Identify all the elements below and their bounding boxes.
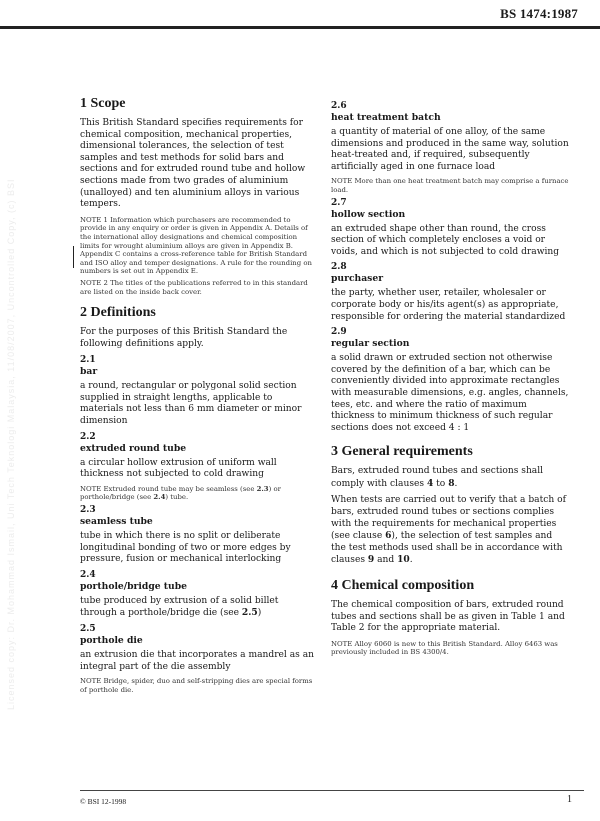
general-requirements-heading: 3 General requirements	[331, 444, 473, 460]
definitions-heading: 2 Definitions	[80, 305, 156, 321]
chemical-composition-section	[331, 578, 569, 657]
term-note: NOTE Extruded round tube may be seamless (see 2.3) or porthole/bridge (see 2.4) tube.	[80, 484, 281, 502]
general-requirements-p1: Bars, extruded round tubes and sections shall comply with clauses 4 to 8.	[331, 466, 544, 489]
definition-2-3	[80, 505, 318, 566]
page-number: 1	[567, 794, 572, 805]
term-number: 2.1	[80, 355, 96, 366]
term-name: porthole/bridge tube	[80, 580, 187, 592]
clause-reference[interactable]: 9	[367, 554, 375, 566]
copyright-notice: © BSI 12-1998	[80, 797, 127, 806]
term-definition: tube in which there is no split or deliberate longitudinal bonding of two or more edges by pressure, fusion or mechanical interlocking	[80, 531, 291, 565]
clause-reference[interactable]: 8	[448, 477, 455, 489]
term-definition: an extrusion die that incorporates a mandrel as an integral part of the die assembly	[80, 650, 314, 672]
term-note: NOTE Bridge, spider, duo and self-stripping dies are special forms of porthole die.	[80, 677, 313, 694]
term-name: regular section	[331, 338, 410, 350]
term-number: 2.2	[80, 431, 96, 442]
clause-reference[interactable]: 2.5	[241, 607, 258, 619]
term-name: hollow section	[331, 208, 406, 220]
left-column	[80, 96, 318, 697]
clause-reference[interactable]: 2.4	[153, 493, 166, 502]
change-bar	[73, 246, 74, 268]
definitions-intro: For the purposes of this British Standard the following definitions apply.	[80, 327, 288, 349]
term-definition: a quantity of material of one alloy, of the same dimensions and produced in the same way, solution heat-treated and, if required, subsequently artificially aged in one furnace load	[331, 127, 569, 172]
definition-2-5	[80, 624, 318, 694]
term-definition: a round, rectangular or polygonal solid section supplied in straight lengths, applicable to materials not less than 6 mm diameter or minor dimension	[80, 381, 302, 427]
footer-rule	[80, 790, 584, 791]
definition-2-6	[331, 101, 569, 195]
general-requirements-p2: When tests are carried out to verify that a batch of bars, extruded round tubes or sections complies with the requirements for mechanical properties (see clause 6), the selection of test samples and the test methods used shall be in accordance with clauses 9 and 10.	[331, 495, 566, 566]
term-name: seamless tube	[80, 516, 153, 528]
right-column	[331, 98, 569, 660]
definition-2-8	[331, 262, 569, 323]
term-definition: an extruded shape other than round, the cross section of which completely encloses a void or voids, and which is not subjected to cold drawing	[331, 223, 560, 257]
clause-reference[interactable]: 2.3	[256, 484, 269, 493]
header-rule	[0, 26, 600, 29]
term-number: 2.9	[331, 327, 347, 338]
term-name: porthole die	[80, 635, 143, 646]
term-number: 2.7	[331, 197, 347, 208]
term-definition: the party, whether user, retailer, wholesaler or corporate body or his/its agent(s) as appropriate, responsible for ordering the material standardized	[331, 288, 566, 322]
term-number: 2.5	[80, 624, 96, 634]
definition-2-1	[80, 355, 318, 427]
term-name: extruded round tube	[80, 442, 187, 454]
definition-2-4	[80, 570, 318, 620]
scope-section	[80, 96, 318, 296]
definition-2-7	[331, 198, 569, 259]
chemical-composition-heading: 4 Chemical composition	[331, 578, 475, 594]
term-number: 2.6	[331, 101, 347, 111]
definition-2-2	[80, 432, 318, 502]
general-requirements-section	[331, 444, 569, 567]
scope-heading: 1 Scope	[80, 96, 126, 111]
term-definition: a circular hollow extrusion of uniform wall thickness not subjected to cold drawing	[80, 457, 277, 480]
chemical-composition-note: NOTE Alloy 6060 is new to this British Standard. Alloy 6463 was previously included in BS 4300/4.	[331, 639, 558, 657]
scope-note-1: NOTE 1 Information which purchasers are recommended to provide in any enquiry or order is given in Appendix A. Details of the international alloy designations and chemical composition limits for wrought aluminium alloys are given in Appendix B. Appendix C contains a cross-reference table for British Standard and ISO alloy and temper designations. A rule for the rounding on numbers is set out in Appendix E.	[80, 215, 312, 276]
term-name: purchaser	[331, 273, 384, 285]
term-definition: a solid drawn or extruded section not otherwise covered by the definition of a bar, which can be conveniently divided into approximate rectangles with measurable dimensions, e.g. angles, channels, tees, etc. and where the ratio of maximum thickness to minimum thickness of such regular sections does not exceed 4 : 1	[331, 353, 569, 433]
term-number: 2.8	[331, 262, 347, 273]
definitions-section	[80, 305, 318, 694]
clause-reference[interactable]: 6	[385, 530, 392, 542]
clause-reference[interactable]: 10	[397, 554, 410, 566]
term-number: 2.4	[80, 569, 96, 580]
document-number: BS 1474:1987	[500, 6, 578, 21]
term-note: NOTE More than one heat treatment batch may comprise a furnace load.	[331, 177, 569, 194]
term-name: heat treatment batch	[331, 112, 441, 123]
chemical-composition-body: The chemical composition of bars, extruded round tubes and sections shall be as given in Table 1 and Table 2 for the appropriate material.	[331, 600, 565, 634]
definition-2-9	[331, 327, 569, 434]
term-definition: tube produced by extrusion of a solid billet through a porthole/bridge die (see 2.5)	[80, 595, 279, 619]
term-name: bar	[80, 366, 98, 378]
clause-reference[interactable]: 4	[426, 477, 434, 489]
license-watermark: Licensed copy: Dr. Mohammad Ismail, Uni Tech Teknologi Malaysia, 11/08/2007, Uncontrolled Copy, (c) BSI	[6, 178, 16, 710]
term-number: 2.3	[80, 505, 96, 516]
scope-body: This British Standard specifies requirements for chemical composition, mechanical properties, dimensional tolerances, the selection of test samples and test methods for solid bars and sections and for extruded round tube and hollow sections made from two grades of aluminium (unalloyed) and ten aluminium alloys in various tempers.	[80, 118, 306, 210]
scope-note-2: NOTE 2 The titles of the publications referred to in this standard are listed on the inside back cover.	[80, 278, 308, 296]
